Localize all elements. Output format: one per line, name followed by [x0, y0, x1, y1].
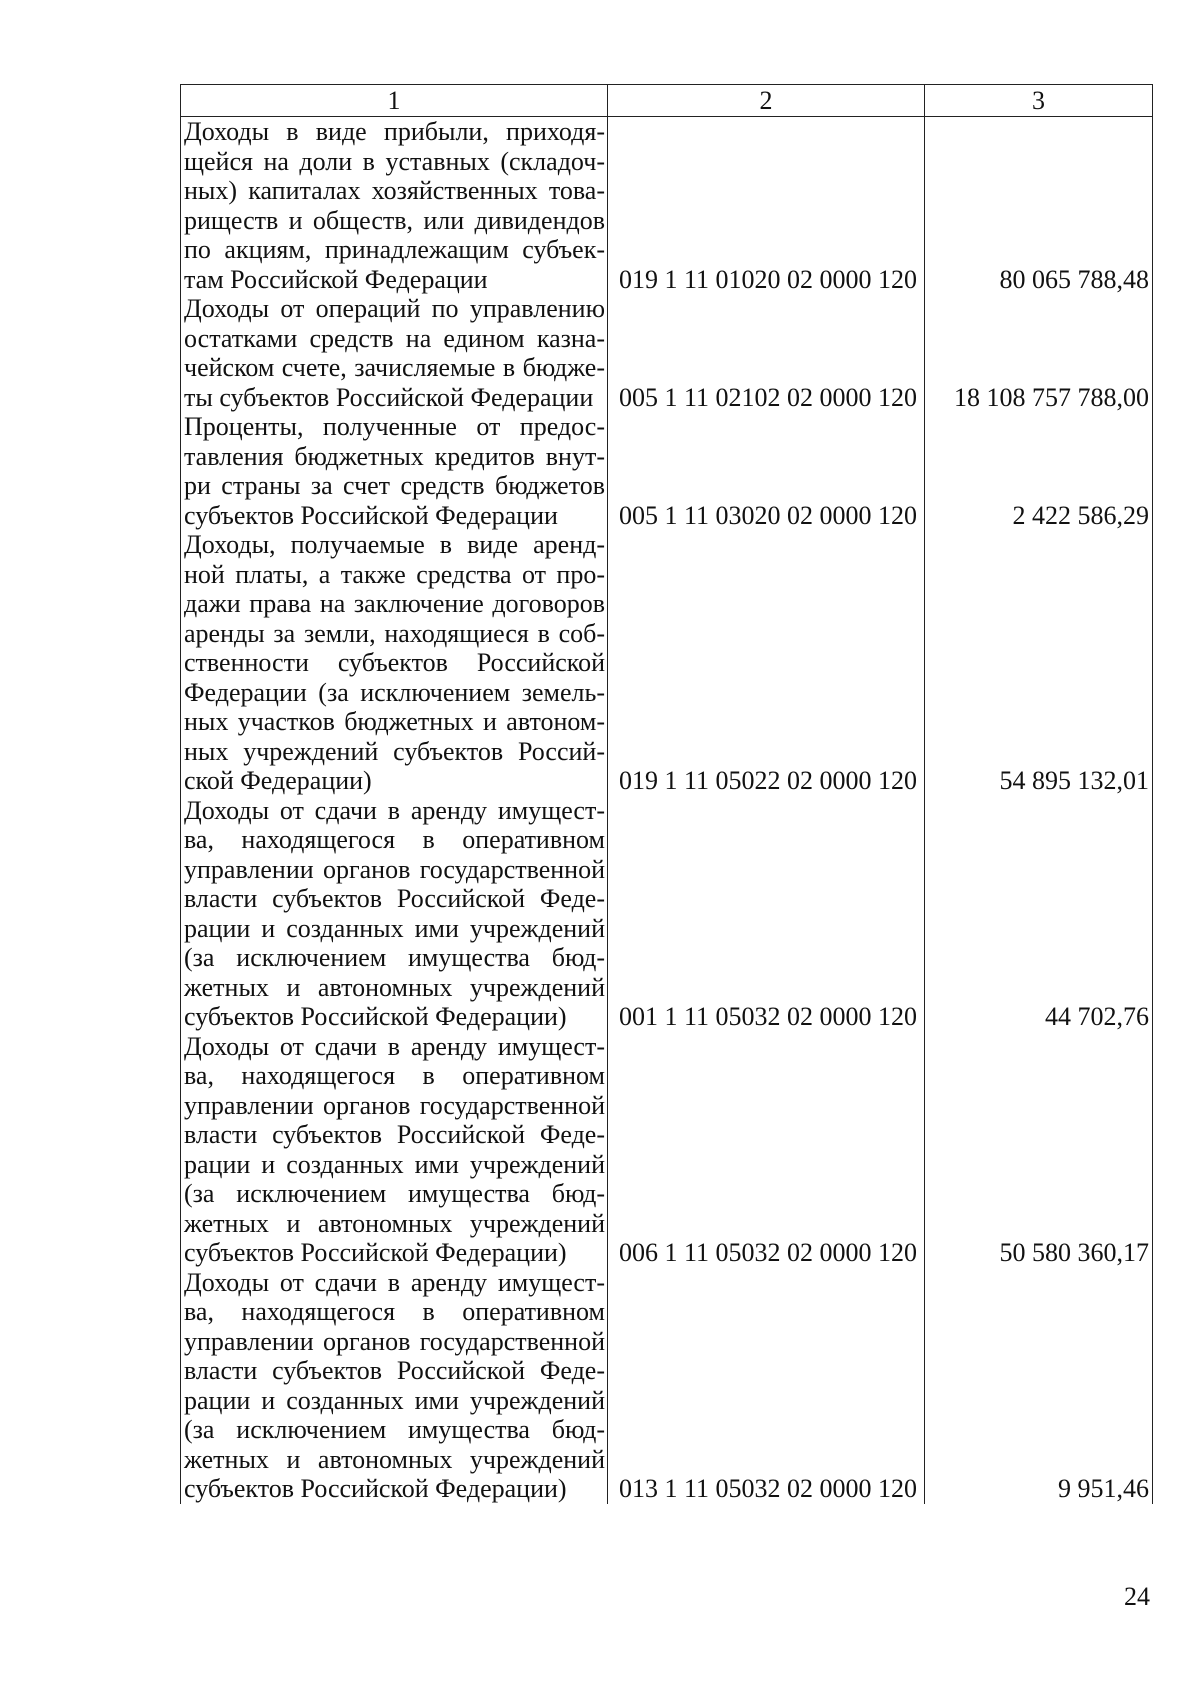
description-line: (за исключением имущества бюд-	[184, 943, 605, 972]
amount: 80 065 788,48	[925, 117, 1153, 295]
description-line: субъектов Российской Федерации)	[184, 1474, 567, 1503]
description-line: ва, находящегося в оперативном	[184, 1061, 605, 1090]
budget-classification-code: 006 1 11 05032 02 0000 120	[608, 1032, 925, 1268]
description-line: ской Федерации)	[184, 766, 372, 795]
table-row	[181, 796, 1153, 1032]
column-header-2: 2	[608, 85, 925, 117]
description-line: ва, находящегося в оперативном	[184, 1297, 605, 1326]
revenue-description	[181, 530, 608, 796]
revenue-description	[181, 1032, 608, 1268]
description-line: чейском счете, зачисляемые в бюдже-	[184, 353, 605, 382]
description-line: рации и созданных ими учреждений	[184, 1149, 605, 1179]
budget-classification-code: 013 1 11 05032 02 0000 120	[608, 1268, 925, 1504]
budget-classification-code: 019 1 11 05022 02 0000 120	[608, 530, 925, 796]
budget-classification-code: 001 1 11 05032 02 0000 120	[608, 796, 925, 1032]
description-line: власти субъектов Российской Феде-	[184, 1356, 605, 1385]
description-line: управлении органов государственной	[184, 1090, 605, 1120]
revenue-table	[180, 84, 1153, 1504]
table-header-row	[181, 85, 1153, 117]
description-line: ри страны за счет средств бюджетов	[184, 471, 605, 500]
revenue-description	[181, 412, 608, 530]
table-row	[181, 117, 1153, 295]
description-line: ных) капиталах хозяйственных това-	[184, 176, 605, 205]
description-line: жетных и автономных учреждений	[184, 1444, 605, 1474]
description-line: ной платы, а также средства от про-	[184, 559, 605, 589]
table-row	[181, 1268, 1153, 1504]
table-body	[181, 117, 1153, 1504]
description-line: Доходы в виде прибыли, приходя-	[184, 117, 605, 146]
column-header-1: 1	[181, 85, 608, 117]
description-line: щейся на доли в уставных (складоч-	[184, 146, 605, 176]
description-line: управлении органов государственной	[184, 1326, 605, 1356]
description-line: тавления бюджетных кредитов внут-	[184, 441, 605, 471]
revenue-description	[181, 1268, 608, 1504]
description-line: субъектов Российской Федерации	[184, 500, 558, 530]
description-line: ты субъектов Российской Федерации	[184, 382, 594, 412]
description-line: там Российской Федерации	[184, 264, 488, 294]
budget-classification-code: 005 1 11 03020 02 0000 120	[608, 412, 925, 530]
description-line: аренды за земли, находящиеся в соб-	[184, 618, 605, 648]
description-line: Доходы от операций по управлению	[184, 294, 605, 323]
description-line: ва, находящегося в оперативном	[184, 825, 605, 854]
description-line: субъектов Российской Федерации)	[184, 1238, 567, 1267]
description-line: дажи права на заключение договоров	[184, 589, 605, 618]
description-line: ных участков бюджетных и автоном-	[184, 707, 605, 736]
description-line: риществ и обществ, или дивидендов	[184, 205, 605, 235]
column-header-3: 3	[925, 85, 1153, 117]
description-line: Доходы, получаемые в виде аренд-	[184, 530, 605, 559]
amount: 18 108 757 788,00	[925, 294, 1153, 412]
description-line: рации и созданных ими учреждений	[184, 1385, 605, 1415]
description-line: управлении органов государственной	[184, 854, 605, 884]
budget-classification-code: 019 1 11 01020 02 0000 120	[608, 117, 925, 295]
description-line: ных учреждений субъектов Россий-	[184, 736, 605, 766]
description-line: (за исключением имущества бюд-	[184, 1179, 605, 1208]
description-line: жетных и автономных учреждений	[184, 972, 605, 1002]
description-line: рации и созданных ими учреждений	[184, 913, 605, 943]
page-number: 24	[1124, 1582, 1150, 1611]
description-line: власти субъектов Российской Феде-	[184, 884, 605, 913]
table-row	[181, 1032, 1153, 1268]
description-line: Федерации (за исключением земель-	[184, 677, 605, 707]
budget-classification-code: 005 1 11 02102 02 0000 120	[608, 294, 925, 412]
description-line: Доходы от сдачи в аренду имущест-	[184, 795, 605, 825]
description-line: власти субъектов Российской Феде-	[184, 1120, 605, 1149]
revenue-description	[181, 294, 608, 412]
amount: 2 422 586,29	[925, 412, 1153, 530]
description-line: субъектов Российской Федерации)	[184, 1002, 567, 1031]
amount: 54 895 132,01	[925, 530, 1153, 796]
amount: 44 702,76	[925, 796, 1153, 1032]
description-line: Проценты, полученные от предос-	[184, 412, 605, 441]
amount: 50 580 360,17	[925, 1032, 1153, 1268]
description-line: по акциям, принадлежащим субъек-	[184, 235, 605, 264]
description-line: Доходы от сдачи в аренду имущест-	[184, 1267, 605, 1297]
description-line: остатками средств на едином казна-	[184, 323, 605, 353]
description-line: Доходы от сдачи в аренду имущест-	[184, 1031, 605, 1061]
table-row	[181, 294, 1153, 412]
table-row	[181, 530, 1153, 796]
description-line: ственности субъектов Российской	[184, 648, 605, 677]
revenue-description	[181, 796, 608, 1032]
description-line: (за исключением имущества бюд-	[184, 1415, 605, 1444]
table-row	[181, 412, 1153, 530]
description-line: жетных и автономных учреждений	[184, 1208, 605, 1238]
amount: 9 951,46	[925, 1268, 1153, 1504]
revenue-description	[181, 117, 608, 295]
